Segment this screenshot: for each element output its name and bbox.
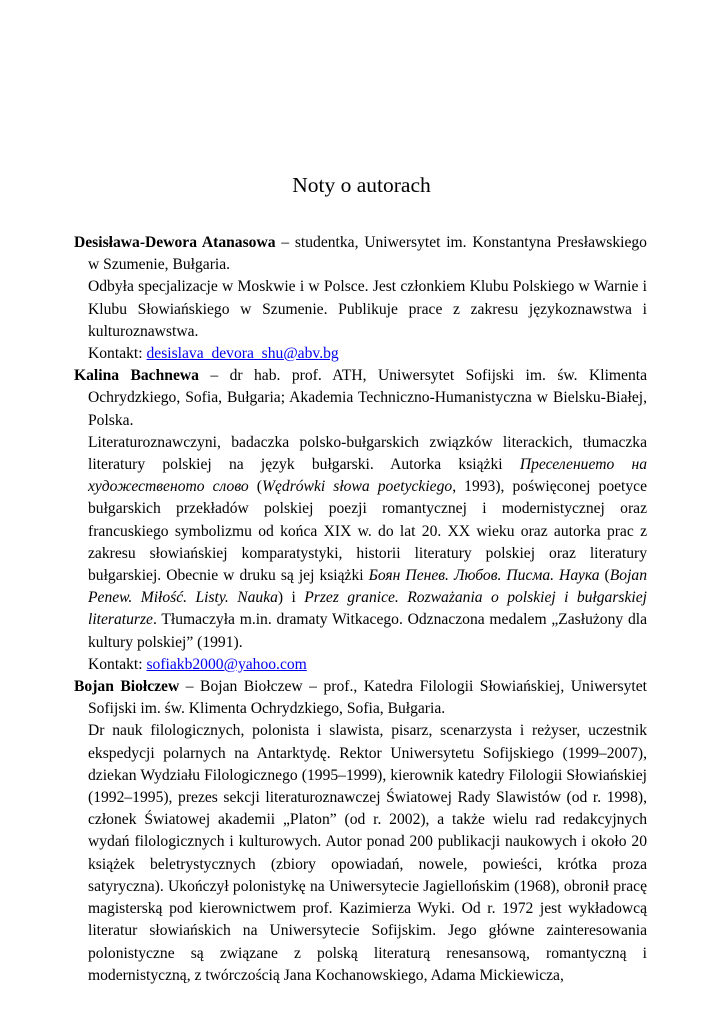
book-title: Wędrówki słowa poetyckiego xyxy=(261,478,453,496)
entry-heading xyxy=(74,232,647,276)
bio-text: Literaturoznawczyni, badaczka polsko-bułgarskich związków literackich, tłumaczka literatury polskiej na język bułgarski. Autorka książki xyxy=(88,433,647,474)
author-bio: Odbyła specjalizacje w Moskwie i w Polsce. Jest członkiem Klubu Polskiego w Warnie i Klubu Słowiańskiego w Szumenie. Publikuje prace z zakresu językoznawstwa i kulturoznawstwa. xyxy=(88,278,647,340)
email-link[interactable]: sofiakb2000@yahoo.com xyxy=(146,655,307,673)
bio-text: ( xyxy=(248,478,262,496)
author-affiliation: – studentka, Uniwersytet im. Konstantyna Presławskiego w Szumenie, Bułgaria. xyxy=(88,234,647,274)
author-name: Kalina Bachnewa xyxy=(74,367,199,385)
author-entry-atanasowa xyxy=(74,232,647,365)
entry-heading xyxy=(74,365,647,432)
author-affiliation: – dr hab. prof. ATH, Uniwersytet Sofijski im. św. Klimenta Ochrydzkiego, Sofia, Bułgaria; Akademia Techniczno-Humanistyczna w Bielsku-Białej, Polska. xyxy=(88,367,647,429)
author-bio xyxy=(74,432,647,654)
author-contact xyxy=(74,654,647,676)
author-entry-bachnewa xyxy=(74,365,647,676)
book-title: Преселението на художественото слово xyxy=(88,456,647,496)
book-title: Przez granice. Rozważania o polskiej i bułgarskiej literaturze xyxy=(88,589,647,629)
page-title: Noty o autorach xyxy=(292,173,431,197)
book-title: Bojan Penew. Miłość. Listy. Nauka xyxy=(88,567,648,607)
author-notes xyxy=(74,232,647,987)
bio-text: , 1993), poświęconej poetyce bułgarskich przekładów polskiej poezji romantycznej i modernistycznej oraz francuskiego symbolizmu od końca XIX w. do lat 20. XX wieku oraz autorka prac z zakresu słowiańskiej komparatystyki, historii literatury polskiej oraz literatury bułgarskiej. Obecnie w druku są jej książki xyxy=(88,478,648,585)
author-name: Desisława-Dewora Atanasowa xyxy=(74,234,276,251)
author-bio: Dr nauk filologicznych, polonista i slawista, pisarz, scenarzysta i reżyser, uczestnik ekspedycji polarnych na Antarktydę. Rektor Uniwersytetu Sofijskiego (1999–2007), dziekan Wydziału Filologicznego (1995–1999), kierownik katedry Filologii Słowiańskiej (1992–1995), prezes sekcji literaturoznawczej Światowej Rady Slawistów (od r. 1998), członek Światowej akademii „Platon” (od r. 2002), a także wielu rad redakcyjnych wydań filologicznych i kulturowych. Autor ponad 200 publikacji naukowych i około 20 książek beletrystycznych (zbiory opowiadań, nowele, powieści, krótka proza satyryczna). Ukończył polonistykę na Uniwersytecie Jagiellońskim (1968), obronił pracę magisterską pod kierownictwem prof. Kazimierza Wyki. Od r. 1972 jest wykładowcą literatur słowiańskich na Uniwersytecie Sofijskim. Jego główne zainteresowania polonistyczne są związane z polską literaturą renesansową, romantyczną i modernistyczną, z twórczością Jana Kochanowskiego, Adama Mickiewicza, xyxy=(88,722,647,984)
contact-label: Kontakt: xyxy=(88,655,147,673)
author-contact xyxy=(74,343,647,365)
email-link[interactable]: desislava_devora_shu@abv.bg xyxy=(146,345,339,363)
bio-text: . Tłumaczyła m.in. dramaty Witkacego. Odznaczona medalem „Zasłużony dla kultury polskiej” (1991). xyxy=(88,611,647,651)
bio-text: ) i xyxy=(277,589,305,607)
entry-heading xyxy=(74,676,647,720)
author-affiliation: – Bojan Biołczew – prof., Katedra Filologii Słowiańskiej, Uniwersytet Sofijski im. św. Klimenta Ochrydzkiego, Sofia, Bułgaria. xyxy=(88,678,647,718)
author-name: Bojan Biołczew xyxy=(74,678,180,696)
book-title: Боян Пенев. Любов. Писма. Наука xyxy=(368,567,600,585)
bio-text: ( xyxy=(599,567,610,585)
contact-label: Kontakt: xyxy=(88,345,147,363)
author-entry-biolczew xyxy=(74,676,647,987)
